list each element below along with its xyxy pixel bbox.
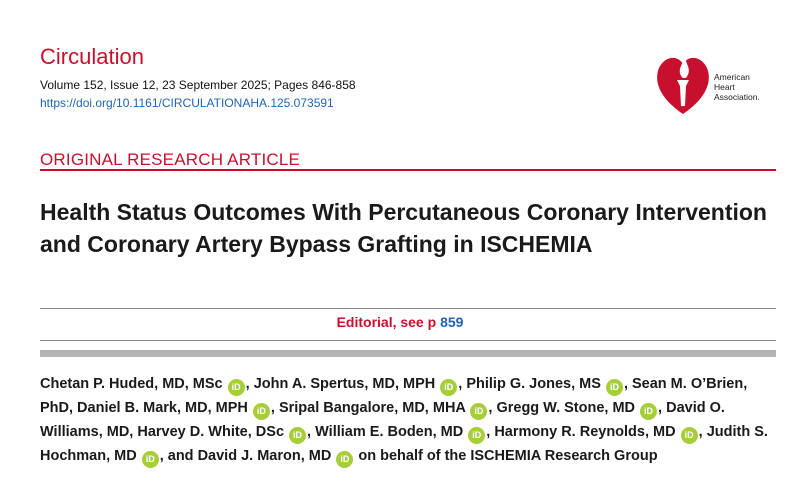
author-name[interactable]: Sripal Bangalore, MD, MHA	[278, 400, 466, 416]
author-name[interactable]: Chetan P. Huded, MD, MSc	[40, 376, 223, 392]
author-name[interactable]: John A. Spertus, MD, MPH	[253, 376, 436, 392]
orcid-icon[interactable]: iD	[289, 427, 306, 444]
orcid-icon[interactable]: iD	[470, 403, 487, 420]
author-separator: ,	[458, 376, 467, 392]
editorial-note	[0, 314, 800, 330]
orcid-icon[interactable]: iD	[681, 427, 698, 444]
author-separator: on behalf of the ISCHEMIA Research Group	[354, 448, 658, 464]
divider-top	[40, 308, 776, 309]
author-name[interactable]: David O. Williams, MD, Harvey D. White, DSc	[40, 400, 725, 440]
journal-name[interactable]: Circulation	[40, 44, 144, 69]
author-separator: ,	[488, 400, 497, 416]
orcid-icon[interactable]: iD	[606, 379, 623, 396]
orcid-icon[interactable]: iD	[228, 379, 245, 396]
article-title: Health Status Outcomes With Percutaneous Coronary Intervention and Coronary Artery Bypass Grafting in ISCHEMIA	[40, 199, 767, 257]
article-type-underline	[40, 169, 776, 171]
author-name[interactable]: Harmony R. Reynolds, MD	[494, 424, 676, 440]
author-name[interactable]: Gregg W. Stone, MD	[496, 400, 636, 416]
author-name[interactable]: Philip G. Jones, MS	[466, 376, 601, 392]
author-separator: ,	[658, 400, 667, 416]
author-name[interactable]: Sean M. O’Brien, PhD, Daniel B. Mark, MD, MPH	[40, 376, 748, 416]
author-separator: ,	[307, 424, 316, 440]
logo-line-3: Association.	[714, 92, 760, 102]
orcid-icon[interactable]: iD	[142, 451, 159, 468]
author-separator: ,	[270, 400, 279, 416]
author-separator: ,	[245, 376, 254, 392]
author-separator: , and	[159, 448, 198, 464]
logo-line-2: Heart	[714, 82, 735, 92]
editorial-label: Editorial, see p	[336, 314, 437, 330]
orcid-icon[interactable]: iD	[253, 403, 270, 420]
orcid-icon[interactable]: iD	[336, 451, 353, 468]
orcid-icon[interactable]: iD	[640, 403, 657, 420]
logo-text	[714, 72, 760, 102]
author-separator: ,	[698, 424, 707, 440]
divider-bottom	[40, 340, 776, 341]
citation-info: Volume 152, Issue 12, 23 September 2025; Pages 846-858	[40, 78, 356, 92]
orcid-icon[interactable]: iD	[468, 427, 485, 444]
orcid-icon[interactable]: iD	[440, 379, 457, 396]
author-name[interactable]: David J. Maron, MD	[197, 448, 332, 464]
author-list	[40, 372, 780, 468]
author-name[interactable]: William E. Boden, MD	[315, 424, 464, 440]
author-separator: ,	[623, 376, 632, 392]
article-type: ORIGINAL RESEARCH ARTICLE	[40, 150, 301, 169]
doi-link[interactable]: https://doi.org/10.1161/CIRCULATIONAHA.125.073591	[40, 96, 334, 110]
editorial-page-link[interactable]: 859	[440, 314, 464, 330]
author-name[interactable]: Judith S. Hochman, MD	[40, 424, 768, 464]
logo-line-1: American	[714, 72, 750, 82]
author-separator: ,	[486, 424, 495, 440]
section-bar	[40, 350, 776, 357]
